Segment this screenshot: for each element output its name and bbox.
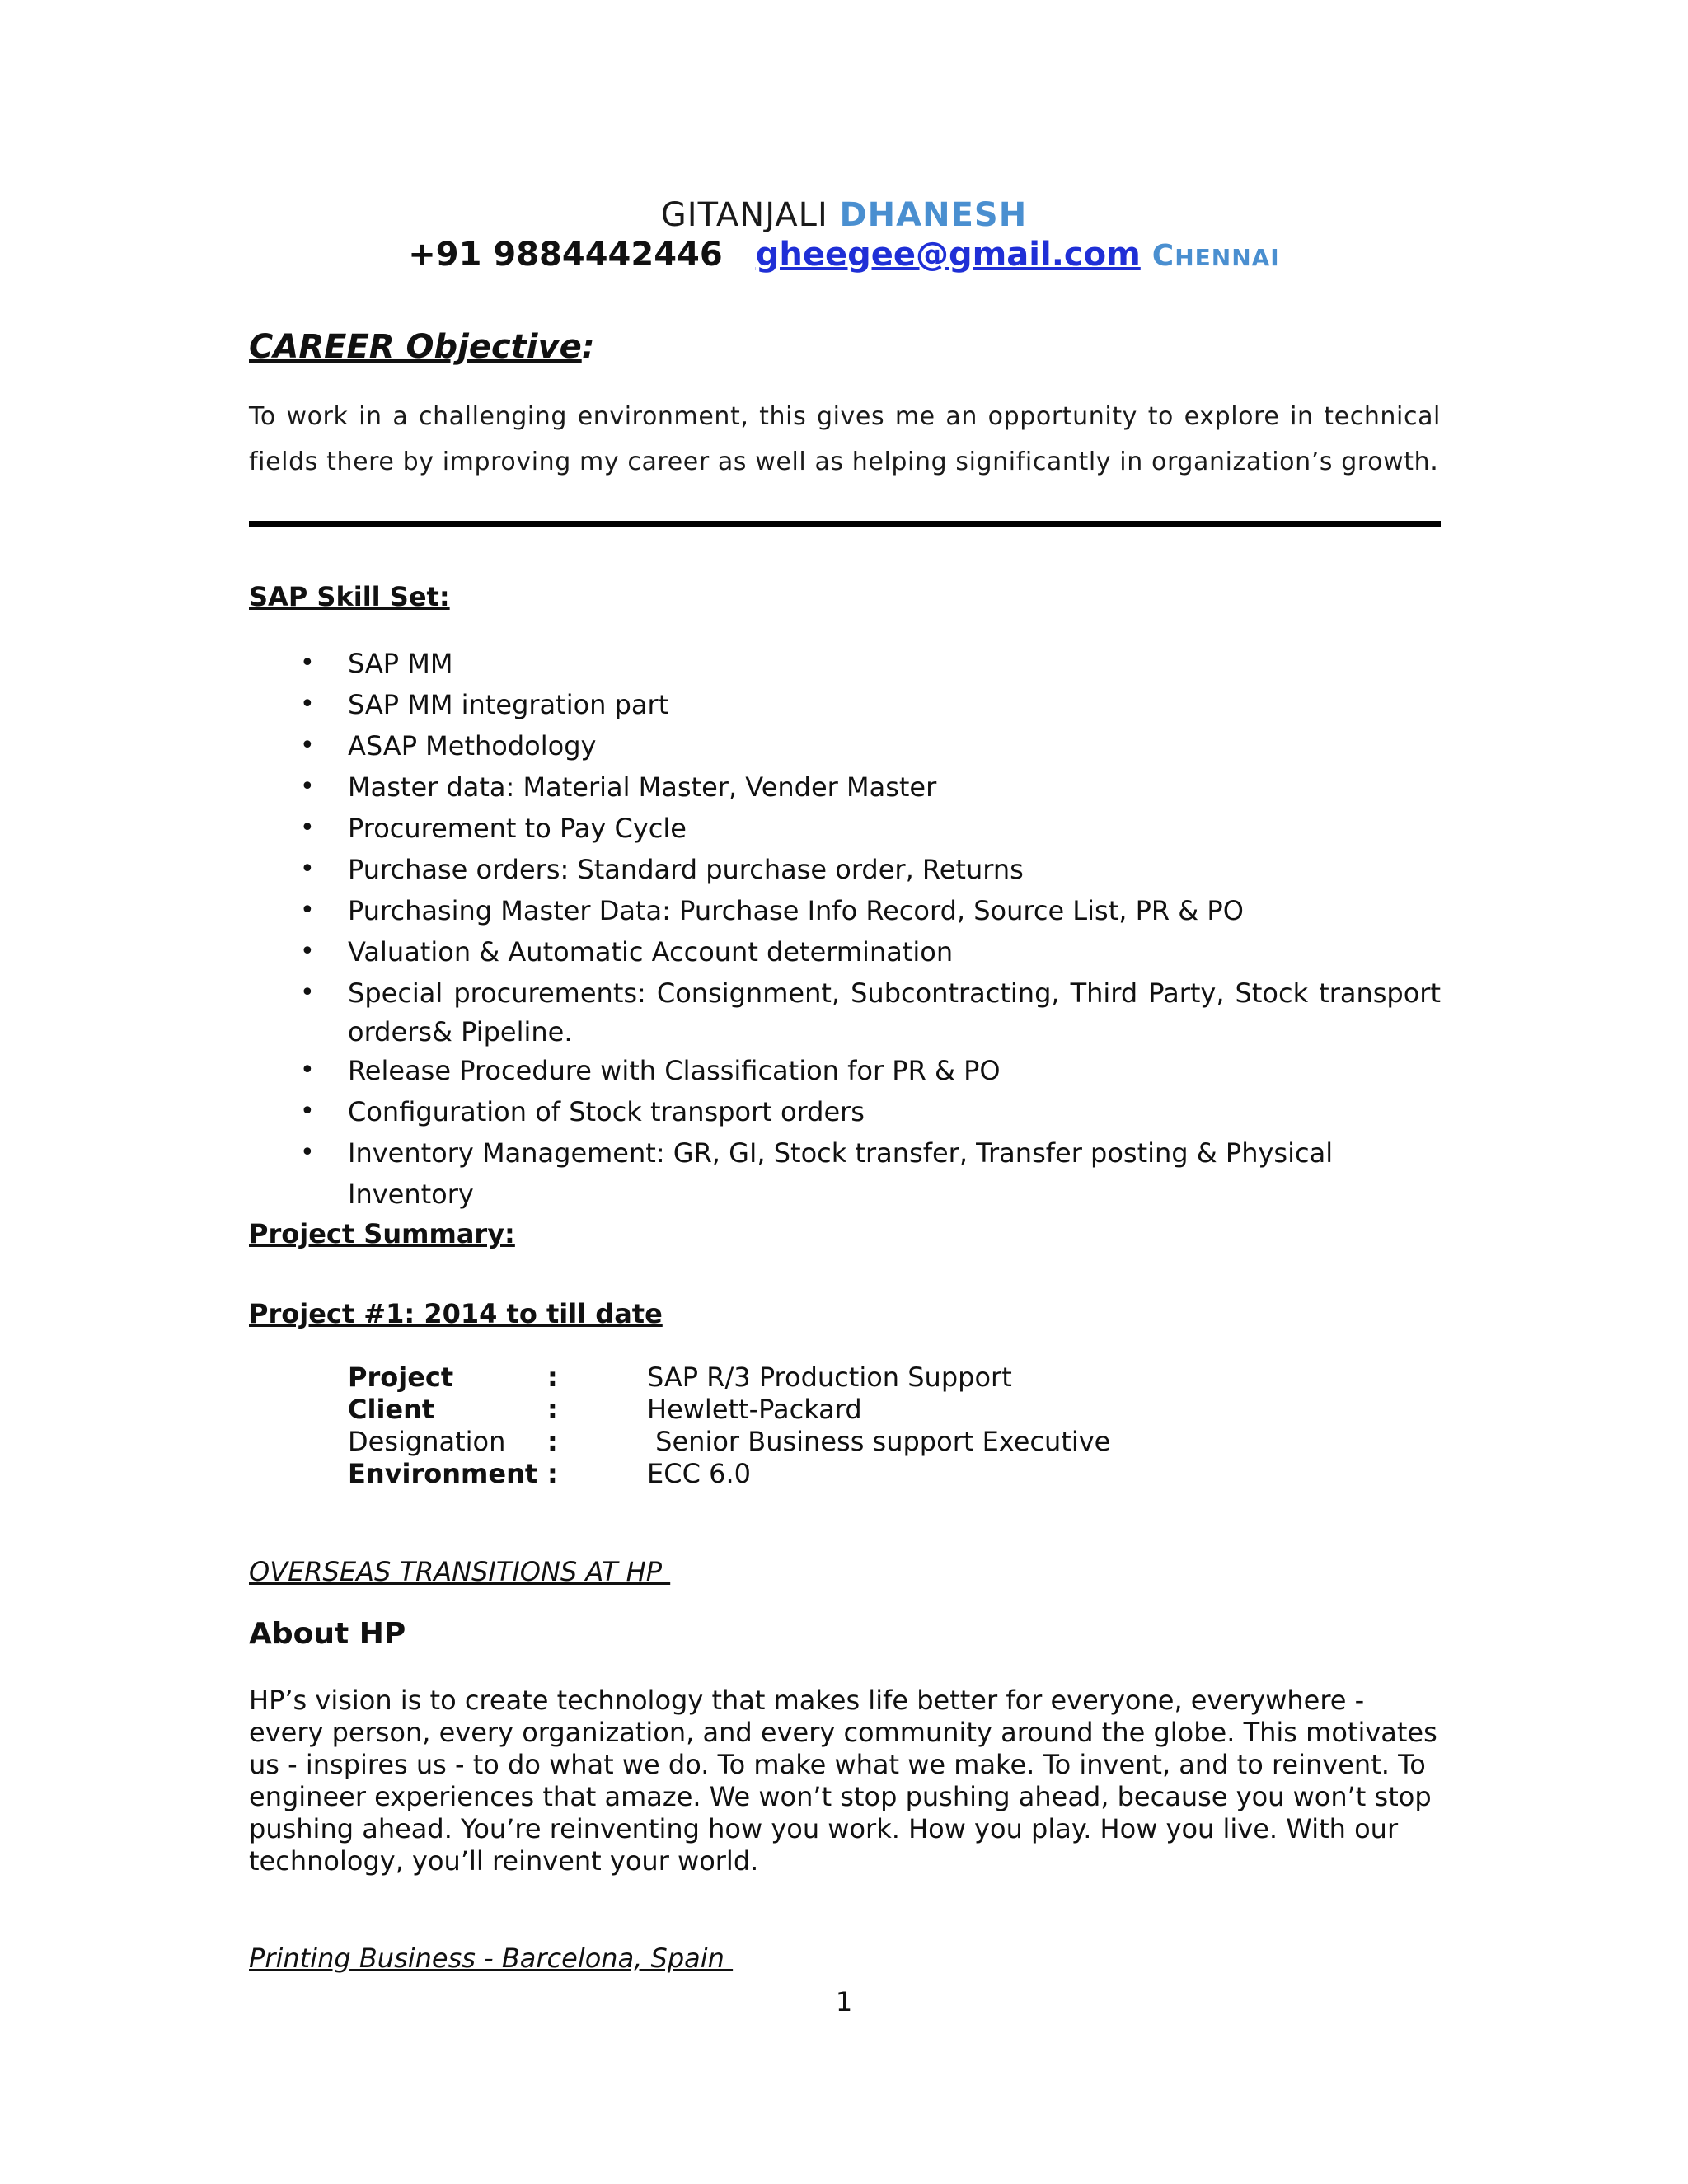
phone-number: +91 9884442446	[408, 236, 723, 274]
row-value: Hewlett-Packard	[647, 1394, 862, 1425]
about-hp-text: HP’s vision is to create technology that makes life better for everyone, everywhere - every person, every organization, and every community around the globe. This motivates us - inspires us - to do what we do. To make what we make. To invent, and to reinvent. To engineer experiences that amaze. We won’t stop pushing ahead, because you won’t stop pushing ahead. You’re reinventing how you work. How you play. How you live. With our technology, you’ll reinvent your world.	[249, 1685, 1437, 1877]
bullet-icon: •	[300, 690, 315, 719]
row-label: Client	[348, 1394, 435, 1425]
list-item	[249, 1132, 1441, 1215]
skill-text: Special procurements: Consignment, Subcontracting, Third Party, Stock transport	[348, 977, 1441, 1009]
bullet-icon: •	[300, 896, 315, 925]
last-name: DHANESH	[839, 196, 1028, 234]
list-item	[249, 849, 1441, 890]
list-item	[249, 766, 1441, 808]
skill-text: Procurement to Pay Cycle	[348, 813, 687, 844]
section-divider	[249, 521, 1441, 527]
skill-set-heading: SAP Skill Set:	[249, 581, 450, 612]
skill-text: ASAP Methodology	[348, 730, 597, 762]
row-label: Environment	[348, 1458, 538, 1489]
city-rest: HENNAI	[1175, 244, 1280, 271]
skill-text: Configuration of Stock transport orders	[348, 1096, 865, 1127]
row-colon: :	[547, 1394, 558, 1425]
career-objective-text: To work in a challenging environment, this gives me an opportunity to explore in technical fields there by improving my career as well as helping significantly in organization’s growth.	[249, 402, 1441, 476]
bullet-icon: •	[300, 649, 315, 677]
project-1-heading: Project #1: 2014 to till date	[249, 1298, 663, 1329]
row-value: SAP R/3 Production Support	[647, 1361, 1012, 1393]
career-heading-colon: :	[581, 328, 595, 366]
row-label: Designation	[348, 1426, 506, 1457]
city	[1152, 239, 1280, 273]
skill-text: Master data: Material Master, Vender Master	[348, 771, 937, 803]
skill-text: Purchasing Master Data: Purchase Info Record, Source List, PR & PO	[348, 895, 1244, 926]
row-value: Senior Business support Executive	[647, 1426, 1111, 1457]
bullet-icon: •	[300, 731, 315, 760]
row-colon: :	[547, 1458, 558, 1489]
list-item	[249, 1091, 1441, 1132]
skill-list	[249, 643, 1441, 1215]
skill-text: Inventory Management: GR, GI, Stock transfer, Transfer posting & Physical Inventory	[348, 1137, 1334, 1210]
bullet-icon: •	[300, 978, 315, 1007]
overseas-transitions-heading: OVERSEAS TRANSITIONS AT HP	[249, 1556, 671, 1587]
about-hp-heading: About HP	[249, 1617, 406, 1651]
list-item	[249, 643, 1441, 684]
contact-line	[0, 236, 1688, 274]
city-initial: C	[1151, 239, 1175, 273]
bullet-icon: •	[300, 937, 315, 966]
row-value: ECC 6.0	[647, 1458, 751, 1489]
bullet-icon: •	[300, 1056, 315, 1085]
list-item	[249, 808, 1441, 849]
list-item	[249, 890, 1441, 931]
skill-text: SAP MM	[348, 648, 453, 679]
row-label: Project	[348, 1361, 454, 1393]
list-item	[249, 1050, 1441, 1091]
candidate-name	[0, 196, 1688, 234]
project-summary-heading: Project Summary:	[249, 1218, 515, 1249]
page-number: 1	[835, 1986, 853, 2018]
row-colon: :	[547, 1426, 558, 1457]
list-item	[249, 684, 1441, 725]
skill-text: Valuation & Automatic Account determination	[348, 936, 954, 968]
list-item	[249, 931, 1441, 972]
bullet-icon: •	[300, 1097, 315, 1126]
career-objective-heading	[249, 328, 595, 366]
list-item	[249, 972, 1441, 1050]
skill-text: Purchase orders: Standard purchase order, Returns	[348, 854, 1024, 885]
bullet-icon: •	[300, 1138, 315, 1167]
first-name: GITANJALI	[660, 196, 828, 234]
row-colon: :	[547, 1361, 558, 1393]
list-item	[249, 725, 1441, 766]
bullet-icon: •	[300, 772, 315, 801]
bullet-icon: •	[300, 813, 315, 842]
printing-business-heading: Printing Business - Barcelona, Spain	[249, 1943, 734, 1974]
bullet-icon: •	[300, 855, 315, 883]
skill-text: Release Procedure with Classification for PR & PO	[348, 1055, 1001, 1086]
skill-text: SAP MM integration part	[348, 689, 669, 720]
career-heading-text: CAREER Objective	[249, 328, 582, 366]
skill-text-continuation: orders& Pipeline.	[348, 1016, 573, 1047]
email-link[interactable]: gheegee@gmail.com	[755, 236, 1141, 274]
